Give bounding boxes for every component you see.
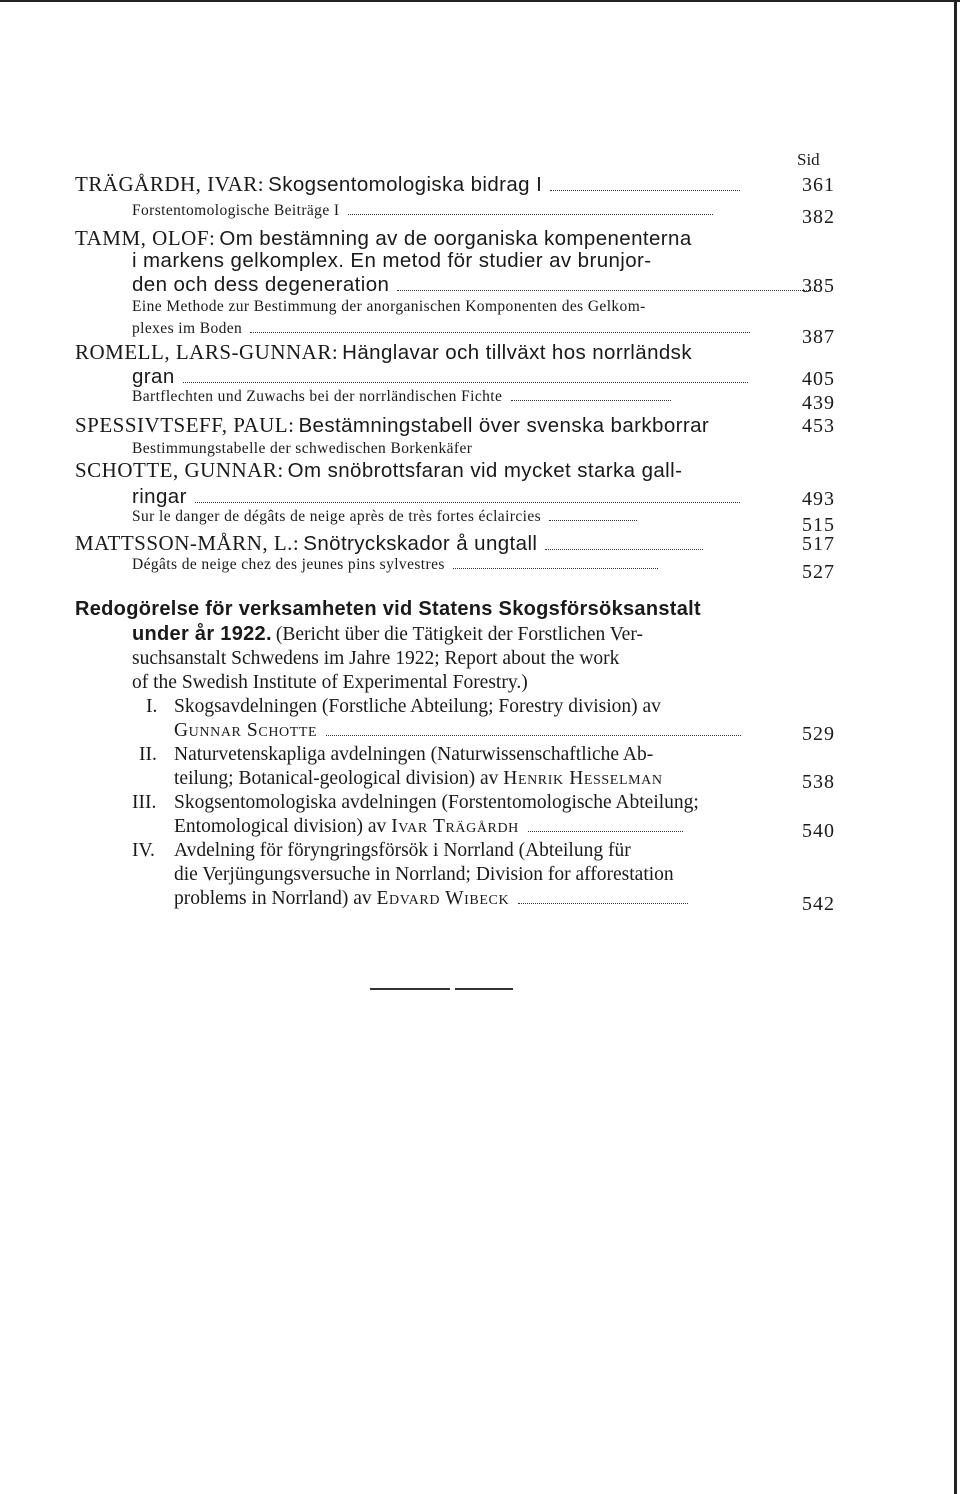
author-name: MATTSSON-MÅRN, L.: — [75, 531, 300, 555]
leader-dots — [528, 830, 683, 832]
top-border-line — [0, 0, 960, 2]
page-number: 361 — [802, 174, 835, 196]
page-number: 529 — [802, 723, 835, 745]
author-name: ROMELL, LARS-GUNNAR: — [75, 340, 339, 364]
entry-title-line: i markens gelkomplex. En metod för studier av brunjor- — [132, 249, 652, 272]
entry-title: Skogsentomologiska bidrag I — [268, 173, 543, 196]
author-name: TAMM, OLOF: — [75, 226, 216, 250]
author-name: TRÄGÅRDH, IVAR: — [75, 172, 265, 196]
page-column-header: Sid — [797, 150, 820, 169]
entry-title: Snötryckskador å ungtall — [303, 532, 538, 555]
leader-dots — [348, 213, 713, 215]
section-text-line: Skogsavdelningen (Forstliche Abteilung; Forestry division) av — [174, 696, 661, 717]
page-number: 542 — [802, 893, 835, 915]
entry-title-line — [75, 413, 835, 438]
right-border-line — [954, 0, 957, 1494]
entry-subtitle: plexes im Boden — [132, 320, 835, 338]
author-name: SPESSIVTSEFF, PAUL: — [75, 413, 295, 437]
author-name: Gunnar Schotte — [174, 720, 318, 741]
leader-dots — [195, 501, 740, 503]
page-number: 382 — [802, 206, 835, 228]
page-number: 405 — [802, 368, 835, 390]
section-number: I. — [146, 696, 158, 717]
section-number: III. — [132, 792, 157, 813]
page-number: 493 — [802, 488, 835, 510]
section-text-line: problems in Norrland) av Edvard Wibeck — [174, 888, 692, 910]
entry-title-line: gran — [132, 365, 835, 389]
leader-dots — [511, 399, 671, 401]
section-text-line: teilung; Botanical-geological division) av Henrik Hesselman — [174, 768, 663, 789]
entry-title-line — [75, 226, 835, 251]
leader-dots — [183, 381, 748, 383]
report-text-line: of the Swedish Institute of Experimental Forestry.) — [132, 672, 528, 693]
entry-title-line — [75, 340, 835, 365]
entry-title-line: ringar — [132, 485, 835, 509]
leader-dots — [518, 902, 688, 904]
closing-rule — [455, 988, 513, 990]
leader-dots — [549, 519, 637, 521]
entry-title: Hänglavar och tillväxt hos norrländsk — [342, 341, 692, 364]
entry-title-line — [75, 531, 835, 556]
leader-dots — [453, 567, 658, 569]
entry-title-line — [75, 458, 835, 483]
entry-title: Om bestämning av de oorganiska kompenenterna — [219, 227, 692, 250]
page-number: 517 — [802, 533, 835, 555]
section-number: IV. — [132, 840, 155, 861]
entry-title: Bestämningstabell över svenska barkborrar — [298, 414, 710, 437]
entry-title: Om snöbrottsfaran vid mycket starka gall- — [287, 459, 683, 482]
page-number: 387 — [802, 326, 835, 348]
leader-dots — [326, 734, 741, 736]
entry-title-line: den och dess degeneration — [132, 273, 835, 297]
leader-dots — [250, 331, 750, 333]
leader-dots — [550, 189, 740, 191]
section-text-line: Naturvetenskapliga avdelningen (Naturwissenschaftliche Ab- — [174, 744, 654, 765]
entry-subtitle: Eine Methode zur Bestimmung der anorganischen Komponenten des Gelkom- — [132, 298, 646, 315]
page-number: 385 — [802, 275, 835, 297]
report-heading: Redogörelse för verksamheten vid Statens Skogsförsöksanstalt — [75, 598, 701, 620]
entry-subtitle: Dégâts de neige chez des jeunes pins sylvestres — [132, 556, 835, 574]
page-number: 515 — [802, 514, 835, 536]
report-text-line: suchsanstalt Schwedens im Jahre 1922; Report about the work — [132, 648, 620, 669]
page-number: 527 — [802, 561, 835, 583]
report-heading-line: under år 1922. (Bericht über die Tätigkeit der Forstlichen Ver- — [132, 623, 643, 645]
page-number: 439 — [802, 392, 835, 414]
section-text-line: Entomological division) av Ivar Trägårdh — [174, 816, 687, 838]
closing-rule — [370, 988, 450, 990]
author-name: SCHOTTE, GUNNAR: — [75, 458, 284, 482]
entry-subtitle: Bartflechten und Zuwachs bei der norrländischen Fichte — [132, 388, 835, 406]
section-number: II. — [139, 744, 157, 765]
section-text-line: Avdelning för föryngringsförsök i Norrland (Abteilung für — [174, 840, 631, 861]
page-number: 538 — [802, 771, 835, 793]
section-text-line: die Verjüngungsversuche in Norrland; Division for afforestation — [174, 864, 674, 885]
author-name: Ivar Trägårdh — [391, 816, 519, 837]
section-text-line: Skogsentomologiska avdelningen (Forstentomologische Abteilung; — [174, 792, 699, 813]
entry-title-line — [75, 172, 835, 197]
entry-subtitle: Sur le danger de dégâts de neige après de très fortes éclaircies — [132, 508, 835, 526]
author-name: Edvard Wibeck — [376, 888, 510, 909]
entry-subtitle: Bestimmungstabelle der schwedischen Borkenkäfer — [132, 440, 473, 457]
page-number: 540 — [802, 820, 835, 842]
leader-dots — [397, 289, 817, 291]
section-text-line — [174, 720, 745, 742]
author-name: Henrik Hesselman — [503, 768, 663, 789]
page-number: 453 — [802, 415, 835, 437]
leader-dots — [545, 548, 703, 550]
entry-subtitle: Forstentomologische Beiträge I — [132, 202, 835, 220]
